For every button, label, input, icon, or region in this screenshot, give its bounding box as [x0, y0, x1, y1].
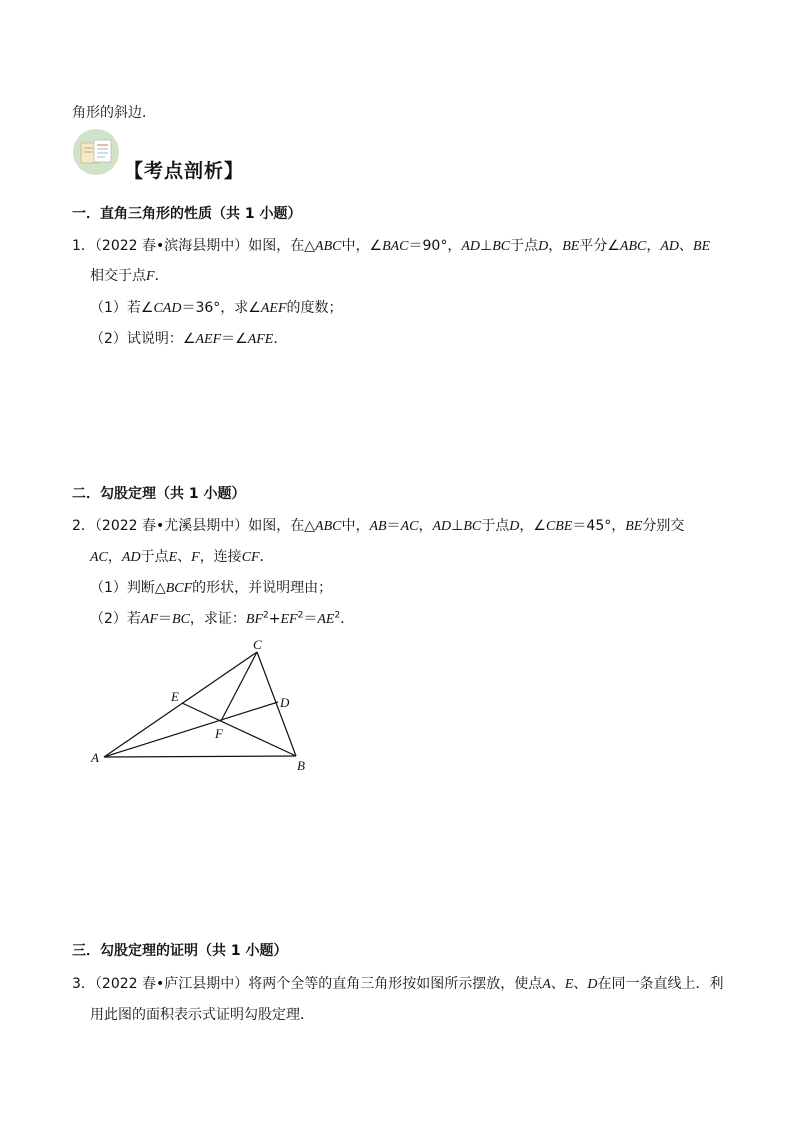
label-C: C — [253, 637, 262, 652]
label-E: E — [171, 689, 179, 704]
top-line: 角形的斜边． — [72, 105, 156, 121]
q3-line2: 用此图的面积表示式证明勾股定理． — [90, 1007, 314, 1023]
section-badge-icon — [72, 128, 120, 176]
section2-title: 二．勾股定理（共 1 小题） — [72, 486, 246, 502]
segment-AD — [104, 702, 278, 757]
q3-line1: 3．（2022 春•庐江县期中）将两个全等的直角三角形按如图所示摆放，使点A、E、D在同一条直线上．利 — [72, 976, 724, 992]
label-F: F — [215, 726, 223, 741]
label-D: D — [280, 695, 290, 710]
segment-AC — [104, 652, 257, 757]
triangle-figure — [85, 632, 325, 777]
q1-line2: 相交于点F． — [90, 268, 169, 284]
label-B: B — [297, 758, 305, 773]
q1-part2: （2）试说明：∠AEF＝∠AFE． — [90, 331, 288, 347]
q2-part2: （2）若AF＝BC，求证：$BF^2+EF^2=AE^2$． — [90, 610, 355, 627]
q2-line1: 2．（2022 春•尤溪县期中）如图，在△ABC中，AB＝AC，AD⊥BC于点D，∠CBE＝45°，BE分别交 — [72, 518, 685, 534]
q2-part1: （1）判断△BCF的形状，并说明理由； — [90, 580, 333, 596]
section-header: 【考点剖析】 — [124, 160, 245, 182]
section1-title: 一．直角三角形的性质（共 1 小题） — [72, 206, 302, 222]
label-A: A — [91, 750, 99, 765]
segment-AB — [104, 756, 296, 757]
q1-part1: （1）若∠CAD＝36°，求∠AEF的度数； — [90, 300, 343, 316]
q2-line2: AC，AD于点E、F，连接CF． — [90, 549, 274, 565]
q1-line1: 1．（2022 春•滨海县期中）如图，在△ABC中，∠BAC＝90°，AD⊥BC于点D，BE平分∠ABC，AD、BE — [72, 238, 711, 254]
section3-title: 三．勾股定理的证明（共 1 小题） — [72, 943, 288, 959]
